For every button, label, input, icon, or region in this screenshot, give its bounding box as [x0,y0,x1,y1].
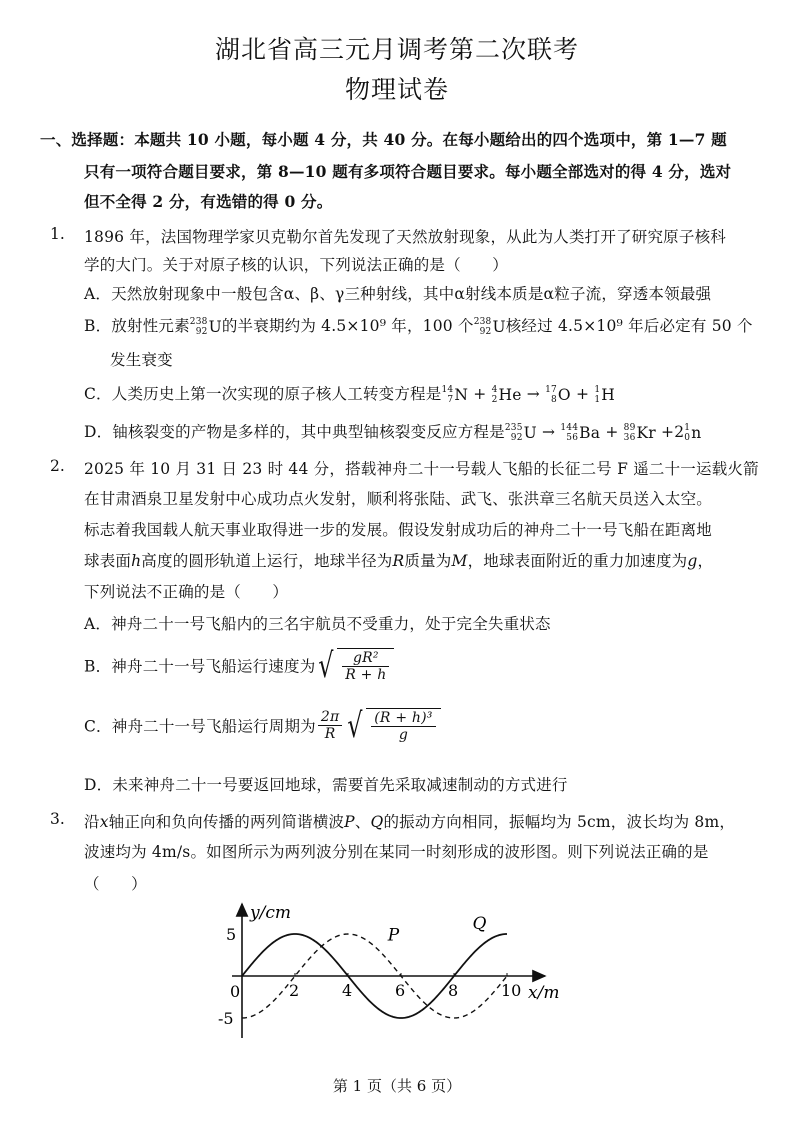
q1-stem-line2: 学的大门。关于对原子核的认识，下列说法正确的是（ ） [84,256,508,274]
sqrt-formula-b: √ $\frac{\text{gR²}}{R + h}$ [315,648,394,683]
x-tick-label: 8 [448,981,459,1000]
u238-nuclide: 238 92 U [189,317,222,337]
section-instructions-line2: 只有一项符合题目要求，第 8—10 题有多项符合题目要求。每小题全部选对的得 4 分，选对 [84,162,732,181]
y-axis-label: y/cm [250,903,291,923]
q1-option-b-cont: 发生衰变 [110,351,173,369]
sqrt-formula-c: √ $\frac{\text{(R + h)³}}{g}$ [344,708,440,743]
q2-stem-line1: 2025 年 10 月 31 日 23 时 44 分，搭载神舟二十一号载人飞船的长征二号 F 遥二十一运载火箭 [84,460,759,478]
origin-label: 0 [230,982,241,1001]
wave-label-q: Q [472,913,487,934]
q2-stem-line2: 在甘肃酒泉卫星发射中心成功点火发射，顺利将张陆、武飞、张洪章三名航天员送入太空。 [84,490,713,508]
q1-option-a: A．天然放射现象中一般包含α、β、γ三种射线，其中α射线本质是α粒子流，穿透本领最强 [84,285,712,303]
q2-number: 2. [50,457,65,475]
q2-stem-line5: 下列说法不正确的是（ ） [84,583,289,601]
q2-option-b: B．神舟二十一号飞船运行速度为 √ $\frac{\text{gR²}}{R + h}$ [84,648,394,683]
exam-subtitle: 物理试卷 [344,75,449,104]
q1-number: 1. [50,225,65,243]
wave-label-p: P [387,925,400,946]
q1-option-c: C．人类历史上第一次实现的原子核人工转变方程是 14 7 N + 4 2 He → 17 8 O + 1 1 H [84,385,615,405]
section-instructions-line1: 一、选择题：本题共 10 小题，每小题 4 分，共 40 分。在每小题给出的四个选项中，第 1—7 题 [40,130,727,149]
q1-option-b: B．放射性元素 238 92 U 的半衰期约为 4.5×10⁹ 年，100 个 238 92 U 核经过 4.5×10⁹ 年后必定有 50 个 [84,317,753,337]
u238-nuclide-2: 238 92 U [473,317,506,337]
page-footer: 第 1 页（共 6 页） [332,1077,462,1095]
q1-stem-line1: 1896 年，法国物理学家贝克勒尔首先发现了天然放射现象，从此为人类打开了研究原子核科 [84,228,726,246]
x-tick-label: 4 [342,981,353,1000]
y-tick-label: -5 [218,1009,234,1028]
y-tick-label: 5 [226,925,237,944]
section-instructions-line3: 但不全得 2 分，有选错的得 0 分。 [84,192,333,211]
q3-stem-line2: 波速均为 4m/s。如图所示为两列波分别在某同一时刻形成的波形图。则下列说法正确的是 [84,843,709,861]
x-tick-label: 10 [501,981,522,1000]
exam-title: 湖北省高三元月调考第二次联考 [214,35,579,64]
q2-option-c: C．神舟二十一号飞船运行周期为 $\frac{2\pi}{R}$ √ $\frac{\text{(R + h)³}}{g}$ [84,708,441,743]
q2-stem-line3: 标志着我国载人航天事业取得进一步的发展。假设发射成功后的神舟二十一号飞船在距离地 [84,521,713,539]
q2-option-d: D．未来神舟二十一号要返回地球，需要首先采取减速制动的方式进行 [84,776,568,794]
q2-option-a: A．神舟二十一号飞船内的三名宇航员不受重力，处于完全失重状态 [84,615,551,633]
wave-chart [210,898,570,1048]
q3-stem-line3: （ ） [84,875,147,893]
x-axis-label: x/m [528,983,560,1003]
q3-stem-line1: 沿x轴正向和负向传播的两列简谐横波P、Q的振动方向相同，振幅均为 5cm，波长均为 8m， [84,813,736,831]
q3-number: 3. [50,810,65,828]
x-tick-label: 6 [395,981,406,1000]
q1-option-d: D．铀核裂变的产物是多样的，其中典型铀核裂变反应方程是 235 92 U → 144 56 Ba + 89 36 Kr +2 1 0 n [84,423,702,443]
x-tick-label: 2 [289,981,300,1000]
q2-stem-line4: 球表面h高度的圆形轨道上运行，地球半径为R质量为M，地球表面附近的重力加速度为g， [84,552,714,570]
